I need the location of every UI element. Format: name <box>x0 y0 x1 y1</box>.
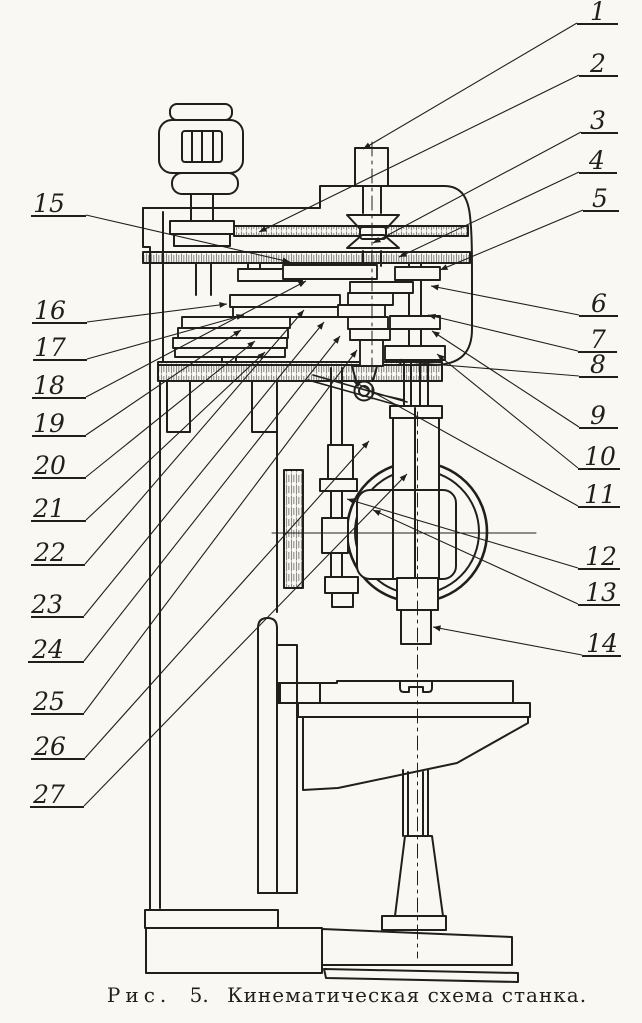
head-bottom-plate <box>158 362 442 381</box>
callout-13-number: 13 <box>585 578 617 607</box>
callout-2-number: 2 <box>590 49 606 78</box>
callout-10 <box>578 442 620 471</box>
callout-13 <box>578 578 620 607</box>
callout-25-number: 25 <box>33 687 65 716</box>
callout-4-number: 4 <box>589 146 605 175</box>
quill-housing <box>357 490 456 579</box>
callout-3-number: 3 <box>590 106 606 135</box>
callout-21-number: 21 <box>33 494 65 523</box>
column-side-plate <box>284 470 303 588</box>
drill-chuck <box>401 610 431 644</box>
callout-9-number: 9 <box>590 401 606 430</box>
caption-label: Рис. <box>106 983 172 1007</box>
callout-14 <box>582 629 621 658</box>
callout-10-number: 10 <box>584 442 616 471</box>
caption-text: Кинематическая схема станка. <box>227 983 588 1007</box>
callout-16-number: 16 <box>34 296 66 325</box>
callout-11 <box>578 480 620 509</box>
caption-number: 5. <box>189 983 209 1007</box>
callout-5-number: 5 <box>592 184 608 213</box>
callout-26-number: 26 <box>34 732 66 761</box>
gearbox-cover-band <box>143 252 470 263</box>
callout-6-number: 6 <box>591 289 607 318</box>
motor-pulley-lower <box>174 234 230 246</box>
callout-22-number: 22 <box>34 538 66 567</box>
motor-pulley-upper <box>170 221 234 234</box>
callout-20-number: 20 <box>34 451 66 480</box>
callout-19-number: 19 <box>33 409 65 438</box>
callout-23-number: 23 <box>31 590 63 619</box>
callout-1-number: 1 <box>590 0 606 26</box>
motor-shoulder <box>172 173 238 194</box>
callout-7-number: 7 <box>590 325 606 354</box>
motor-cap <box>170 104 232 120</box>
callout-8-number: 8 <box>590 350 606 379</box>
callout-11-number: 11 <box>584 480 616 509</box>
callout-12 <box>578 542 620 571</box>
callout-18-number: 18 <box>33 371 65 400</box>
callout-14-number: 14 <box>586 629 618 658</box>
callout-15-number: 15 <box>33 189 65 218</box>
callout-17-number: 17 <box>34 333 66 362</box>
callout-27-number: 27 <box>33 780 65 809</box>
callout-12-number: 12 <box>585 542 617 571</box>
callout-24-number: 24 <box>32 635 64 664</box>
cone-pulley-waist <box>360 227 386 239</box>
